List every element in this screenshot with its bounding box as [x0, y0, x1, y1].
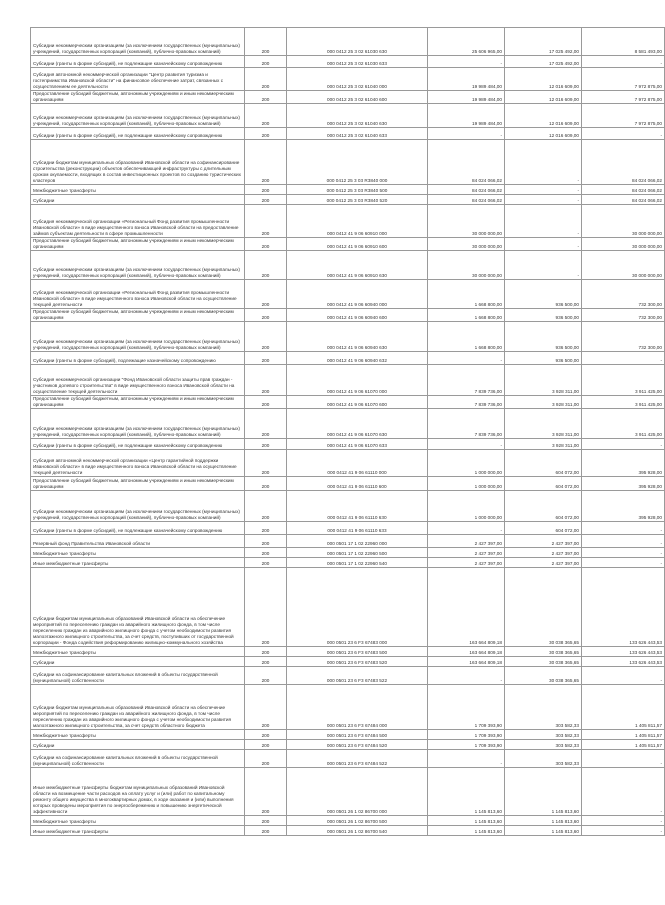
- row-executed-amount: 3 928 311,00: [505, 396, 582, 409]
- row-budget-code: 000 0412 41 9 06 61110 633: [287, 522, 428, 535]
- row-approved-amount: 25 606 965,00: [428, 28, 505, 56]
- row-executed-amount: 936 500,00: [505, 280, 582, 309]
- row-approved-amount: 30 000 000,00: [428, 251, 505, 280]
- row-budget-code: 000 0412 41 9 06 60910 630: [287, 251, 428, 280]
- row-executed-amount: 30 038 365,65: [505, 647, 582, 657]
- row-line-code: 200: [245, 396, 287, 409]
- row-remaining-amount: -: [582, 768, 665, 816]
- row-remaining-amount: 395 928,00: [582, 450, 665, 477]
- row-approved-amount: 7 839 736,00: [428, 396, 505, 409]
- row-budget-code: 000 0412 25 3 03 R3840 520: [287, 195, 428, 205]
- row-approved-amount: 1 668 800,00: [428, 309, 505, 322]
- row-approved-amount: -: [428, 522, 505, 535]
- row-executed-amount: 303 582,33: [505, 730, 582, 740]
- row-approved-amount: 1 145 813,60: [428, 768, 505, 816]
- row-approved-amount: 7 839 736,00: [428, 365, 505, 396]
- row-executed-amount: 3 928 311,00: [505, 365, 582, 396]
- row-budget-code: 000 0412 41 9 06 60940 600: [287, 309, 428, 322]
- table-row: [31, 322, 665, 352]
- table-row: [31, 352, 665, 365]
- row-budget-code: 000 0501 23 6 F3 67484 500: [287, 730, 428, 740]
- row-executed-amount: 1 145 813,60: [505, 826, 582, 836]
- row-budget-code: 000 0412 25 3 02 61030 633: [287, 56, 428, 68]
- row-remaining-amount: -: [582, 667, 665, 685]
- row-line-code: 200: [245, 205, 287, 238]
- row-description: Субсидии некоммерческим организациям (за исключением государственных (муниципальных) учреждений, государственных корпораций (компаний), публично-правовых компаний): [31, 491, 245, 522]
- row-approved-amount: -: [428, 667, 505, 685]
- row-approved-amount: 19 989 484,00: [428, 68, 505, 91]
- row-line-code: 200: [245, 491, 287, 522]
- table-row: [31, 730, 665, 740]
- row-approved-amount: 1 709 393,90: [428, 740, 505, 750]
- row-remaining-amount: 395 928,00: [582, 491, 665, 522]
- table-row: [31, 548, 665, 558]
- row-remaining-amount: 3 911 425,00: [582, 409, 665, 439]
- row-line-code: 200: [245, 365, 287, 396]
- row-approved-amount: 1 709 393,90: [428, 685, 505, 730]
- row-remaining-amount: -: [582, 826, 665, 836]
- row-executed-amount: 303 582,33: [505, 685, 582, 730]
- row-description: Субсидии некоммерческим организациям (за исключением государственных (муниципальных) учреждений, государственных корпораций (компаний), публично-правовых компаний): [31, 28, 245, 56]
- row-approved-amount: 1 668 800,00: [428, 322, 505, 352]
- row-line-code: 200: [245, 685, 287, 730]
- row-budget-code: 000 0412 25 3 03 R3840 000: [287, 140, 428, 185]
- row-approved-amount: 84 024 066,02: [428, 140, 505, 185]
- row-line-code: 200: [245, 667, 287, 685]
- table-row: [31, 667, 665, 685]
- row-budget-code: 000 0412 25 3 02 61040 630: [287, 104, 428, 128]
- row-budget-code: 000 0501 23 6 F3 67483 522: [287, 667, 428, 685]
- row-executed-amount: 936 500,00: [505, 352, 582, 365]
- table-row: [31, 195, 665, 205]
- row-budget-code: 000 0501 23 6 F3 67483 000: [287, 568, 428, 647]
- table-row: [31, 251, 665, 280]
- table-row: [31, 104, 665, 128]
- row-remaining-amount: -: [582, 558, 665, 568]
- row-approved-amount: 1 709 393,90: [428, 730, 505, 740]
- row-line-code: 200: [245, 409, 287, 439]
- table-row: [31, 568, 665, 647]
- table-row: [31, 68, 665, 91]
- budget-table-body: [31, 28, 665, 836]
- row-description: Субсидия некоммерческой организации "Фонд Ивановской области защиты прав граждан - участников долевого строительства" в виде имущественного взноса Ивановской области на осуществление текущей деятельности: [31, 365, 245, 396]
- table-row: [31, 740, 665, 750]
- row-approved-amount: 84 024 066,02: [428, 185, 505, 195]
- row-description: Субсидия некоммерческой организации «Региональный Фонд развития промышленности Ивановской области» в виде имущественного взноса Ивановской области на предоставление займов субъектам деятельности в сфере промышленности: [31, 205, 245, 238]
- row-budget-code: 000 0501 23 6 F3 67484 522: [287, 750, 428, 768]
- table-row: [31, 657, 665, 667]
- row-budget-code: 000 0501 17 1 02 22960 000: [287, 535, 428, 548]
- row-executed-amount: 2 427 397,00: [505, 548, 582, 558]
- row-description: Иные межбюджетные трансферты бюджетам муниципальных образований Ивановской области на возмещение части расходов на оплату услуг и (или) работ по капитальному ремонту общего имущества в многоквартирных домах, в ходе оказания и (или) выполнения которых проведены мероприятия по энергосбережению и повышению энергетической эффективности: [31, 768, 245, 816]
- table-row: [31, 185, 665, 195]
- row-description: Субсидии некоммерческим организациям (за исключением государственных (муниципальных) учреждений, государственных корпораций (компаний), публично-правовых компаний): [31, 322, 245, 352]
- row-line-code: 200: [245, 768, 287, 816]
- row-remaining-amount: 732 300,00: [582, 322, 665, 352]
- row-description: Межбюджетные трансферты: [31, 647, 245, 657]
- table-row: [31, 522, 665, 535]
- row-remaining-amount: -: [582, 750, 665, 768]
- row-executed-amount: 30 038 365,65: [505, 667, 582, 685]
- row-approved-amount: 84 024 066,02: [428, 195, 505, 205]
- row-budget-code: 000 0501 26 1 02 86700 540: [287, 826, 428, 836]
- row-description: Предоставление субсидий бюджетным, автономным учреждениям и иным некоммерческим организациям: [31, 477, 245, 491]
- row-approved-amount: 19 989 484,00: [428, 104, 505, 128]
- row-budget-code: 000 0412 25 3 02 61030 630: [287, 28, 428, 56]
- table-row: [31, 535, 665, 548]
- row-description: Предоставление субсидий бюджетным, автономным учреждениям и иным некоммерческим организациям: [31, 309, 245, 322]
- row-line-code: 200: [245, 750, 287, 768]
- row-description: Субсидия автономной некоммерческой организации "Центр развития туризма и гостеприимства Ивановской области" на финансовое обеспечение затрат, связанных с осуществлением ее деятельности: [31, 68, 245, 91]
- row-approved-amount: 30 000 000,00: [428, 205, 505, 238]
- row-remaining-amount: 30 000 000,00: [582, 238, 665, 251]
- row-description: Субсидии: [31, 657, 245, 667]
- row-line-code: 200: [245, 185, 287, 195]
- table-row: [31, 816, 665, 826]
- row-budget-code: 000 0501 23 6 F3 67484 000: [287, 685, 428, 730]
- row-line-code: 200: [245, 558, 287, 568]
- row-line-code: 200: [245, 56, 287, 68]
- row-description: Резервный фонд Правительства Ивановской области: [31, 535, 245, 548]
- row-executed-amount: 12 016 609,00: [505, 91, 582, 104]
- row-approved-amount: 163 664 809,18: [428, 657, 505, 667]
- row-approved-amount: 1 000 000,00: [428, 491, 505, 522]
- row-remaining-amount: -: [582, 535, 665, 548]
- row-description: Предоставление субсидий бюджетным, автономным учреждениям и иным некоммерческим организациям: [31, 238, 245, 251]
- row-executed-amount: 2 427 397,00: [505, 558, 582, 568]
- row-description: Субсидии (гранты в форме субсидий), подлежащие казначейскому сопровождению: [31, 352, 245, 365]
- row-approved-amount: -: [428, 352, 505, 365]
- row-remaining-amount: 7 972 875,00: [582, 91, 665, 104]
- table-row: [31, 768, 665, 816]
- row-budget-code: 000 0412 41 9 06 61070 633: [287, 439, 428, 450]
- row-remaining-amount: 732 300,00: [582, 280, 665, 309]
- row-line-code: 200: [245, 522, 287, 535]
- row-executed-amount: 2 427 397,00: [505, 535, 582, 548]
- row-approved-amount: -: [428, 56, 505, 68]
- budget-table: [30, 27, 665, 836]
- row-line-code: 200: [245, 322, 287, 352]
- row-remaining-amount: 7 972 875,00: [582, 104, 665, 128]
- row-description: Субсидии на софинансирование капитальных вложений в объекты государственной (муниципальной) собственности: [31, 750, 245, 768]
- row-description: Иные межбюджетные трансферты: [31, 558, 245, 568]
- row-budget-code: 000 0501 26 1 02 86700 500: [287, 816, 428, 826]
- row-description: Субсидии (гранты в форме субсидий), не подлежащие казначейскому сопровождению: [31, 56, 245, 68]
- row-executed-amount: 604 072,00: [505, 477, 582, 491]
- row-description: Субсидии некоммерческим организациям (за исключением государственных (муниципальных) учреждений, государственных корпораций (компаний), публично-правовых компаний): [31, 409, 245, 439]
- row-approved-amount: 1 145 813,60: [428, 816, 505, 826]
- row-budget-code: 000 0501 23 6 F3 67484 520: [287, 740, 428, 750]
- row-executed-amount: 12 016 609,00: [505, 68, 582, 91]
- row-budget-code: 000 0412 41 9 06 60910 600: [287, 238, 428, 251]
- row-description: Субсидии: [31, 195, 245, 205]
- table-row: [31, 128, 665, 140]
- row-budget-code: 000 0501 23 6 F3 67483 500: [287, 647, 428, 657]
- row-executed-amount: 3 928 311,00: [505, 409, 582, 439]
- row-remaining-amount: -: [582, 522, 665, 535]
- row-executed-amount: 1 145 813,60: [505, 816, 582, 826]
- row-executed-amount: 3 928 311,00: [505, 439, 582, 450]
- row-budget-code: 000 0412 25 3 03 R3840 500: [287, 185, 428, 195]
- row-remaining-amount: 7 972 875,00: [582, 68, 665, 91]
- row-executed-amount: -: [505, 140, 582, 185]
- row-line-code: 200: [245, 28, 287, 56]
- table-row: [31, 91, 665, 104]
- row-budget-code: 000 0412 41 9 06 61110 600: [287, 477, 428, 491]
- table-row: [31, 685, 665, 730]
- row-budget-code: 000 0412 25 3 02 61040 000: [287, 68, 428, 91]
- row-budget-code: 000 0412 41 9 06 60940 632: [287, 352, 428, 365]
- row-approved-amount: 30 000 000,00: [428, 238, 505, 251]
- row-line-code: 200: [245, 647, 287, 657]
- row-executed-amount: 12 016 609,00: [505, 128, 582, 140]
- row-budget-code: 000 0412 25 3 02 61040 600: [287, 91, 428, 104]
- row-line-code: 200: [245, 309, 287, 322]
- row-budget-code: 000 0501 26 1 02 86700 000: [287, 768, 428, 816]
- row-remaining-amount: 84 024 066,02: [582, 195, 665, 205]
- row-line-code: 200: [245, 140, 287, 185]
- row-description: Субсидии (гранты в форме субсидий), не подлежащие казначейскому сопровождению: [31, 522, 245, 535]
- table-row: [31, 558, 665, 568]
- row-line-code: 200: [245, 238, 287, 251]
- row-description: Субсидии (гранты в форме субсидий), не подлежащие казначейскому сопровождению: [31, 128, 245, 140]
- row-description: Субсидии бюджетам муниципальных образований Ивановской области на софинансирование строительства (реконструкции) объектов обеспечивающей инфраструктуры с длительным сроком окупаемости, входящих в состав инвестиционных проектов по созданию туристических кластеров: [31, 140, 245, 185]
- row-line-code: 200: [245, 826, 287, 836]
- row-description: Межбюджетные трансферты: [31, 730, 245, 740]
- row-approved-amount: -: [428, 128, 505, 140]
- table-row: [31, 28, 665, 56]
- row-remaining-amount: -: [582, 128, 665, 140]
- table-row: [31, 750, 665, 768]
- row-line-code: 200: [245, 740, 287, 750]
- row-executed-amount: -: [505, 238, 582, 251]
- row-budget-code: 000 0501 17 1 02 22960 500: [287, 548, 428, 558]
- row-line-code: 200: [245, 91, 287, 104]
- row-line-code: 200: [245, 251, 287, 280]
- row-remaining-amount: 395 928,00: [582, 477, 665, 491]
- row-remaining-amount: 133 626 443,53: [582, 657, 665, 667]
- row-executed-amount: -: [505, 205, 582, 238]
- row-description: Субсидии некоммерческим организациям (за исключением государственных (муниципальных) учреждений, государственных корпораций (компаний), публично-правовых компаний): [31, 251, 245, 280]
- row-approved-amount: 1 000 000,00: [428, 477, 505, 491]
- row-approved-amount: -: [428, 750, 505, 768]
- row-remaining-amount: -: [582, 352, 665, 365]
- row-executed-amount: 303 582,33: [505, 750, 582, 768]
- table-row: [31, 396, 665, 409]
- row-approved-amount: 1 145 813,60: [428, 826, 505, 836]
- row-executed-amount: 936 500,00: [505, 309, 582, 322]
- row-approved-amount: 163 664 809,18: [428, 647, 505, 657]
- row-budget-code: 000 0501 23 6 F3 67483 520: [287, 657, 428, 667]
- row-executed-amount: -: [505, 195, 582, 205]
- row-remaining-amount: -: [582, 439, 665, 450]
- row-remaining-amount: -: [582, 816, 665, 826]
- table-row: [31, 205, 665, 238]
- row-executed-amount: 936 500,00: [505, 322, 582, 352]
- table-row: [31, 439, 665, 450]
- row-executed-amount: 17 025 492,00: [505, 56, 582, 68]
- row-executed-amount: 17 025 492,00: [505, 28, 582, 56]
- row-description: Субсидии бюджетам муниципальных образований Ивановской области на обеспечение мероприятий по переселению граждан из аварийного жилищного фонда, в том числе переселению граждан из аварийного жилищного фонда с учетом необходимости развития малоэтажного жилищного строительства, за счет средств областного бюджета: [31, 685, 245, 730]
- row-executed-amount: 30 038 365,65: [505, 657, 582, 667]
- row-budget-code: 000 0412 25 3 02 61040 633: [287, 128, 428, 140]
- row-approved-amount: 2 427 397,00: [428, 548, 505, 558]
- table-row: [31, 450, 665, 477]
- row-executed-amount: 604 072,00: [505, 450, 582, 477]
- table-row: [31, 140, 665, 185]
- row-budget-code: 000 0412 41 9 06 61070 600: [287, 396, 428, 409]
- row-approved-amount: 7 839 736,00: [428, 409, 505, 439]
- row-remaining-amount: 133 626 443,53: [582, 568, 665, 647]
- table-row: [31, 491, 665, 522]
- row-line-code: 200: [245, 68, 287, 91]
- table-row: [31, 56, 665, 68]
- row-remaining-amount: 1 405 811,57: [582, 740, 665, 750]
- table-row: [31, 826, 665, 836]
- row-budget-code: 000 0412 41 9 06 61070 000: [287, 365, 428, 396]
- row-description: Межбюджетные трансферты: [31, 816, 245, 826]
- row-line-code: 200: [245, 280, 287, 309]
- row-budget-code: 000 0412 41 9 06 60940 000: [287, 280, 428, 309]
- row-description: Субсидии: [31, 740, 245, 750]
- row-line-code: 200: [245, 816, 287, 826]
- row-executed-amount: -: [505, 185, 582, 195]
- row-description: Субсидии некоммерческим организациям (за исключением государственных (муниципальных) учреждений, государственных корпораций (компаний), публично-правовых компаний): [31, 104, 245, 128]
- row-description: Предоставление субсидий бюджетным, автономным учреждениям и иным некоммерческим организациям: [31, 91, 245, 104]
- table-row: [31, 409, 665, 439]
- row-approved-amount: 1 668 800,00: [428, 280, 505, 309]
- row-line-code: 200: [245, 657, 287, 667]
- table-row: [31, 477, 665, 491]
- row-line-code: 200: [245, 439, 287, 450]
- row-description: Субсидия автономной некоммерческой организации «Центр гарантийной поддержки Ивановской области» в виде имущественного взноса Ивановской области на осуществление текущей деятельности: [31, 450, 245, 477]
- row-approved-amount: 163 664 809,18: [428, 568, 505, 647]
- row-approved-amount: -: [428, 439, 505, 450]
- row-line-code: 200: [245, 450, 287, 477]
- row-description: Субсидии на софинансирование капитальных вложений в объекты государственной (муниципальной) собственности: [31, 667, 245, 685]
- row-line-code: 200: [245, 477, 287, 491]
- row-budget-code: 000 0501 17 1 02 22960 540: [287, 558, 428, 568]
- row-approved-amount: 2 427 397,00: [428, 558, 505, 568]
- row-line-code: 200: [245, 195, 287, 205]
- row-remaining-amount: 133 626 443,53: [582, 647, 665, 657]
- row-remaining-amount: 1 405 811,57: [582, 685, 665, 730]
- row-line-code: 200: [245, 128, 287, 140]
- row-budget-code: 000 0412 41 9 06 60910 000: [287, 205, 428, 238]
- row-remaining-amount: 1 405 811,57: [582, 730, 665, 740]
- row-remaining-amount: -: [582, 548, 665, 558]
- row-budget-code: 000 0412 41 9 06 60940 630: [287, 322, 428, 352]
- row-executed-amount: 604 072,00: [505, 491, 582, 522]
- row-approved-amount: 1 000 000,00: [428, 450, 505, 477]
- row-approved-amount: 19 989 484,00: [428, 91, 505, 104]
- row-line-code: 200: [245, 730, 287, 740]
- row-description: Субсидия некоммерческой организации «Региональный Фонд развития промышленности Ивановской области» в виде имущественного взноса Ивановской области на осуществление текущей деятельности: [31, 280, 245, 309]
- row-remaining-amount: 3 911 425,00: [582, 396, 665, 409]
- row-remaining-amount: 8 581 493,00: [582, 28, 665, 56]
- table-row: [31, 647, 665, 657]
- row-description: Субсидии бюджетам муниципальных образований Ивановской области на обеспечение мероприятий по переселению граждан из аварийного жилищного фонда, в том числе переселению граждан из аварийного жилищного фонда с учетом необходимости развития малоэтажного жилищного строительства, за счет средств, поступивших от государственной корпорации - Фонда содействия реформированию жилищно-коммунального хозяйства: [31, 568, 245, 647]
- row-approved-amount: 2 427 397,00: [428, 535, 505, 548]
- row-line-code: 200: [245, 104, 287, 128]
- row-description: Межбюджетные трансферты: [31, 548, 245, 558]
- row-line-code: 200: [245, 535, 287, 548]
- budget-report-sheet: [30, 27, 662, 836]
- row-executed-amount: 1 145 813,60: [505, 768, 582, 816]
- row-line-code: 200: [245, 352, 287, 365]
- row-line-code: 200: [245, 568, 287, 647]
- table-row: [31, 365, 665, 396]
- table-row: [31, 309, 665, 322]
- row-executed-amount: 12 016 609,00: [505, 104, 582, 128]
- row-executed-amount: 303 582,33: [505, 740, 582, 750]
- row-budget-code: 000 0412 41 9 06 61110 630: [287, 491, 428, 522]
- row-description: Предоставление субсидий бюджетным, автономным учреждениям и иным некоммерческим организациям: [31, 396, 245, 409]
- row-description: Иные межбюджетные трансферты: [31, 826, 245, 836]
- row-budget-code: 000 0412 41 9 06 61110 000: [287, 450, 428, 477]
- table-row: [31, 280, 665, 309]
- row-remaining-amount: 732 300,00: [582, 309, 665, 322]
- row-executed-amount: 30 038 365,65: [505, 568, 582, 647]
- table-row: [31, 238, 665, 251]
- row-remaining-amount: 3 911 425,00: [582, 365, 665, 396]
- row-line-code: 200: [245, 548, 287, 558]
- row-executed-amount: 604 072,00: [505, 522, 582, 535]
- row-description: Субсидии (гранты в форме субсидий), не подлежащие казначейскому сопровождению: [31, 439, 245, 450]
- row-description: Межбюджетные трансферты: [31, 185, 245, 195]
- row-executed-amount: -: [505, 251, 582, 280]
- row-remaining-amount: -: [582, 56, 665, 68]
- row-budget-code: 000 0412 41 9 06 61070 630: [287, 409, 428, 439]
- row-remaining-amount: 84 024 066,02: [582, 185, 665, 195]
- row-remaining-amount: 30 000 000,00: [582, 205, 665, 238]
- row-remaining-amount: 30 000 000,00: [582, 251, 665, 280]
- row-remaining-amount: 84 024 066,02: [582, 140, 665, 185]
